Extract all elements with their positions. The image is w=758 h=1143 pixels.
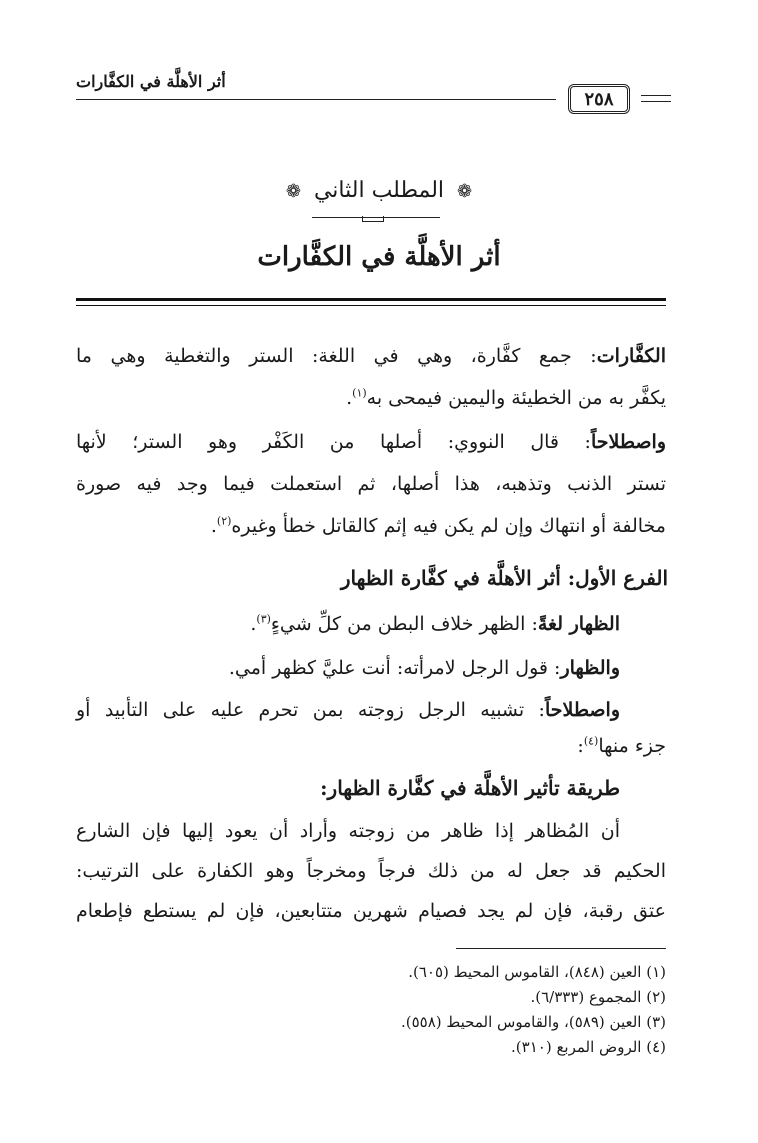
paragraph-line: جزء منها$^{(٤)}$: (577, 734, 666, 757)
paragraph-line: الحكيم قد جعل له من ذلك فرجاً ومخرجاً وهو الكفارة على الترتيب: (76, 860, 666, 882)
defined-term: الظهار لغةً (537, 613, 620, 635)
footnote-ref: (٢) (216, 514, 232, 528)
defined-term: الكفَّارات (596, 345, 666, 367)
paragraph-line: يكفَّر به من الخطيئة واليمين فيمحى به$^{(١)}$. (346, 386, 666, 409)
footnote-ref: (١) (352, 386, 367, 400)
paragraph-line: عتق رقبة، فإن لم يجد فصيام شهرين متتابعين، فإن لم يستطع فإطعام (76, 900, 666, 922)
section-heading (229, 178, 529, 203)
footnote: (٣) العين (٥٨٩)، والقاموس المحيط (٥٥٨). (400, 1013, 666, 1031)
ornament-icon: ❁ (457, 181, 473, 202)
header-rule (76, 99, 556, 100)
page-number: ٢٥٨ (568, 84, 630, 114)
defined-term: واصطلاحاً (590, 431, 666, 453)
paragraph-line: واصطلاحاً: تشبيه الرجل زوجته بمن تحرم عليه على التأبيد أو (76, 699, 620, 721)
subheading: طريقة تأثير الأهلَّة في كفَّارة الظهار: (320, 776, 620, 800)
footnote: (١) العين (٨٤٨)، القاموس المحيط (٦٠٥). (408, 963, 666, 981)
defined-term: واصطلاحاً (544, 699, 620, 721)
heading-divider-notch (362, 216, 384, 222)
paragraph-line: أن المُظاهر إذا ظاهر من زوجته وأراد أن يعود إليها فإن الشارع (76, 820, 620, 842)
paragraph-line: الظهار لغةً: الظهر خلاف البطن من كلِّ شيءٍ$^{(٣)}$. (250, 612, 620, 635)
chapter-title: أثر الأهلَّة في الكفَّارات (257, 242, 501, 272)
header-double-dash (641, 95, 671, 102)
footnote: (٢) المجموع (٦/٣٣٣). (530, 988, 666, 1006)
heading-thin-rule (76, 305, 666, 306)
paragraph-line: واصطلاحاً: قال النووي: أصلها من الكَفْر وهو الستر؛ لأنها (76, 431, 666, 453)
paragraph-line: والظهار: قول الرجل لامرأته: أنت عليَّ كظهر أمي. (228, 657, 620, 679)
paragraph-line: الكفَّارات: جمع كفَّارة، وهي في اللغة: الستر والتغطية وهي ما (76, 345, 666, 367)
footnote-ref: (٣) (256, 612, 271, 626)
running-title: أثر الأهلَّة في الكفَّارات (76, 72, 226, 91)
paragraph-line: مخالفة أو انتهاك وإن لم يكن فيه إثم كالقاتل خطأ وغيره$^{(٢)}$. (210, 514, 666, 537)
footnote-rule (456, 948, 666, 949)
footnote: (٤) الروض المربع (٣١٠). (511, 1038, 666, 1056)
heading-thick-rule (76, 298, 666, 301)
footnote-ref: (٤) (583, 734, 599, 748)
ornament-icon: ❁ (285, 181, 301, 202)
subheading: الفرع الأول: أثر الأهلَّة في كفَّارة الظهار (340, 566, 668, 590)
section-label: المطلب الثاني (313, 178, 445, 203)
paragraph-line: تستر الذنب وتذهبه، هذا أصلها، ثم استعملت فيما وجد فيه صورة (76, 473, 666, 495)
defined-term: والظهار (560, 657, 620, 679)
